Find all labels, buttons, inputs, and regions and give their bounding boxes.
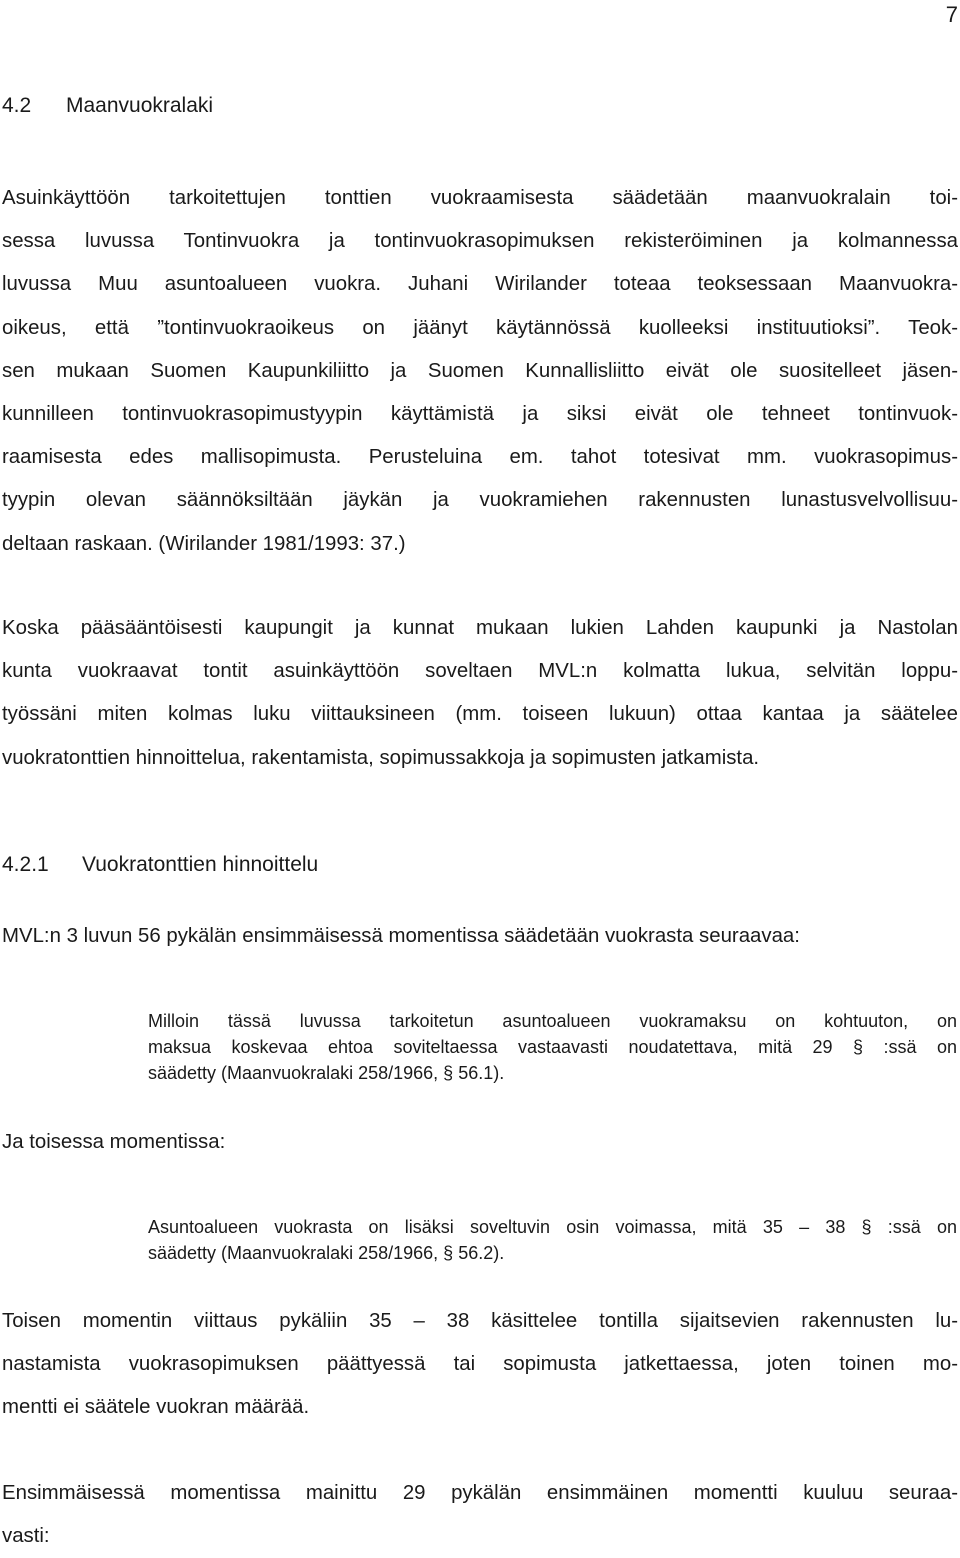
section-title: Maanvuokralaki — [66, 94, 214, 117]
text-line: vasti: — [2, 1525, 50, 1548]
text-line: deltaan raskaan. (Wirilander 1981/1993: 37.) — [2, 532, 406, 555]
text-line: sessa luvussa Tontinvuokra ja tontinvuokrasopimuksen rekisteröiminen ja kolmannessa — [2, 230, 958, 253]
quote-line: maksua koskevaa ehtoa soviteltaessa vastaavasti noudatettava, mitä 29 § :ssä on — [148, 1037, 957, 1057]
text-line: Ja toisessa momentissa: — [2, 1131, 226, 1153]
text-line: työssäni miten kolmas luku viittauksineen (mm. toiseen lukuun) ottaa kantaa ja säätelee — [2, 703, 958, 726]
section-heading — [2, 91, 213, 121]
text-line: Ensimmäisessä momentissa mainittu 29 pykälän ensimmäinen momentti kuuluu seuraa- — [2, 1482, 958, 1504]
quote-line: Asuntoalueen vuokrasta on lisäksi soveltuvin osin voimassa, mitä 35 – 38 § :ssä on — [148, 1217, 957, 1237]
subsection-title: Vuokratonttien hinnoittelu — [82, 853, 319, 876]
text-line: tyypin olevan säännöksiltään jäykän ja vuokramiehen rakennusten lunastusvelvollisuu- — [2, 489, 958, 512]
text-line: luvussa Muu asuntoalueen vuokra. Juhani Wirilander toteaa teoksessaan Maanvuokra- — [2, 273, 958, 296]
paragraph-second-moment-explanation — [2, 1300, 958, 1430]
text-line: raamisesta edes mallisopimusta. Perusteluina em. tahot totesivat mm. vuokrasopimus- — [2, 446, 958, 469]
paragraph-scope — [2, 607, 958, 780]
text-line: mentti ei säätele vuokran määrää. — [2, 1396, 310, 1419]
quote-line: Milloin tässä luvussa tarkoitetun asuntoalueen vuokramaksu on kohtuuton, on — [148, 1011, 957, 1031]
text-line: Asuinkäyttöön tarkoitettujen tonttien vuokraamisesta säädetään maanvuokralain toi- — [2, 187, 958, 209]
subsection-heading — [2, 850, 318, 880]
law-quote-second-moment — [148, 1214, 957, 1266]
text-line: vuokratonttien hinnoittelua, rakentamista, sopimussakkoja ja sopimusten jatkamista. — [2, 746, 760, 769]
text-line: nastamista vuokrasopimuksen päättyessä tai sopimusta jatkettaessa, joten toinen mo- — [2, 1353, 958, 1376]
text-line: kunta vuokraavat tontit asuinkäyttöön soveltaen MVL:n kolmatta lukua, selvitän loppu- — [2, 660, 958, 683]
paragraph-section-29 — [2, 1472, 958, 1558]
paragraph-intro — [2, 177, 958, 566]
quote-line: säädetty (Maanvuokralaki 258/1966, § 56.1). — [148, 1063, 505, 1083]
law-quote-first-moment — [148, 1008, 957, 1086]
paragraph-law-intro — [2, 915, 958, 958]
quote-line: säädetty (Maanvuokralaki 258/1966, § 56.2). — [148, 1243, 505, 1263]
page-number: 7 — [945, 2, 958, 27]
text-line: oikeus, että ”tontinvuokraoikeus on jäänyt käytännössä kuolleeksi instituutioksi”. Teok- — [2, 316, 958, 339]
text-line: MVL:n 3 luvun 56 pykälän ensimmäisessä momentissa säädetään vuokrasta seuraavaa: — [2, 925, 800, 947]
section-number: 4.2 — [2, 94, 32, 117]
text-line: kunnilleen tontinvuokrasopimustyypin käyttämistä ja siksi eivät ole tehneet tontinvuok- — [2, 403, 958, 426]
paragraph-second-moment-intro — [2, 1121, 958, 1164]
text-line: Toisen momentin viittaus pykäliin 35 – 38 käsittelee tontilla sijaitsevien rakennusten lu- — [2, 1310, 958, 1332]
text-line: sen mukaan Suomen Kaupunkiliitto ja Suomen Kunnallisliitto eivät ole suositelleet jäsen- — [2, 359, 958, 382]
subsection-number: 4.2.1 — [2, 853, 49, 876]
text-line: Koska pääsääntöisesti kaupungit ja kunnat mukaan lukien Lahden kaupunki ja Nastolan — [2, 617, 958, 639]
